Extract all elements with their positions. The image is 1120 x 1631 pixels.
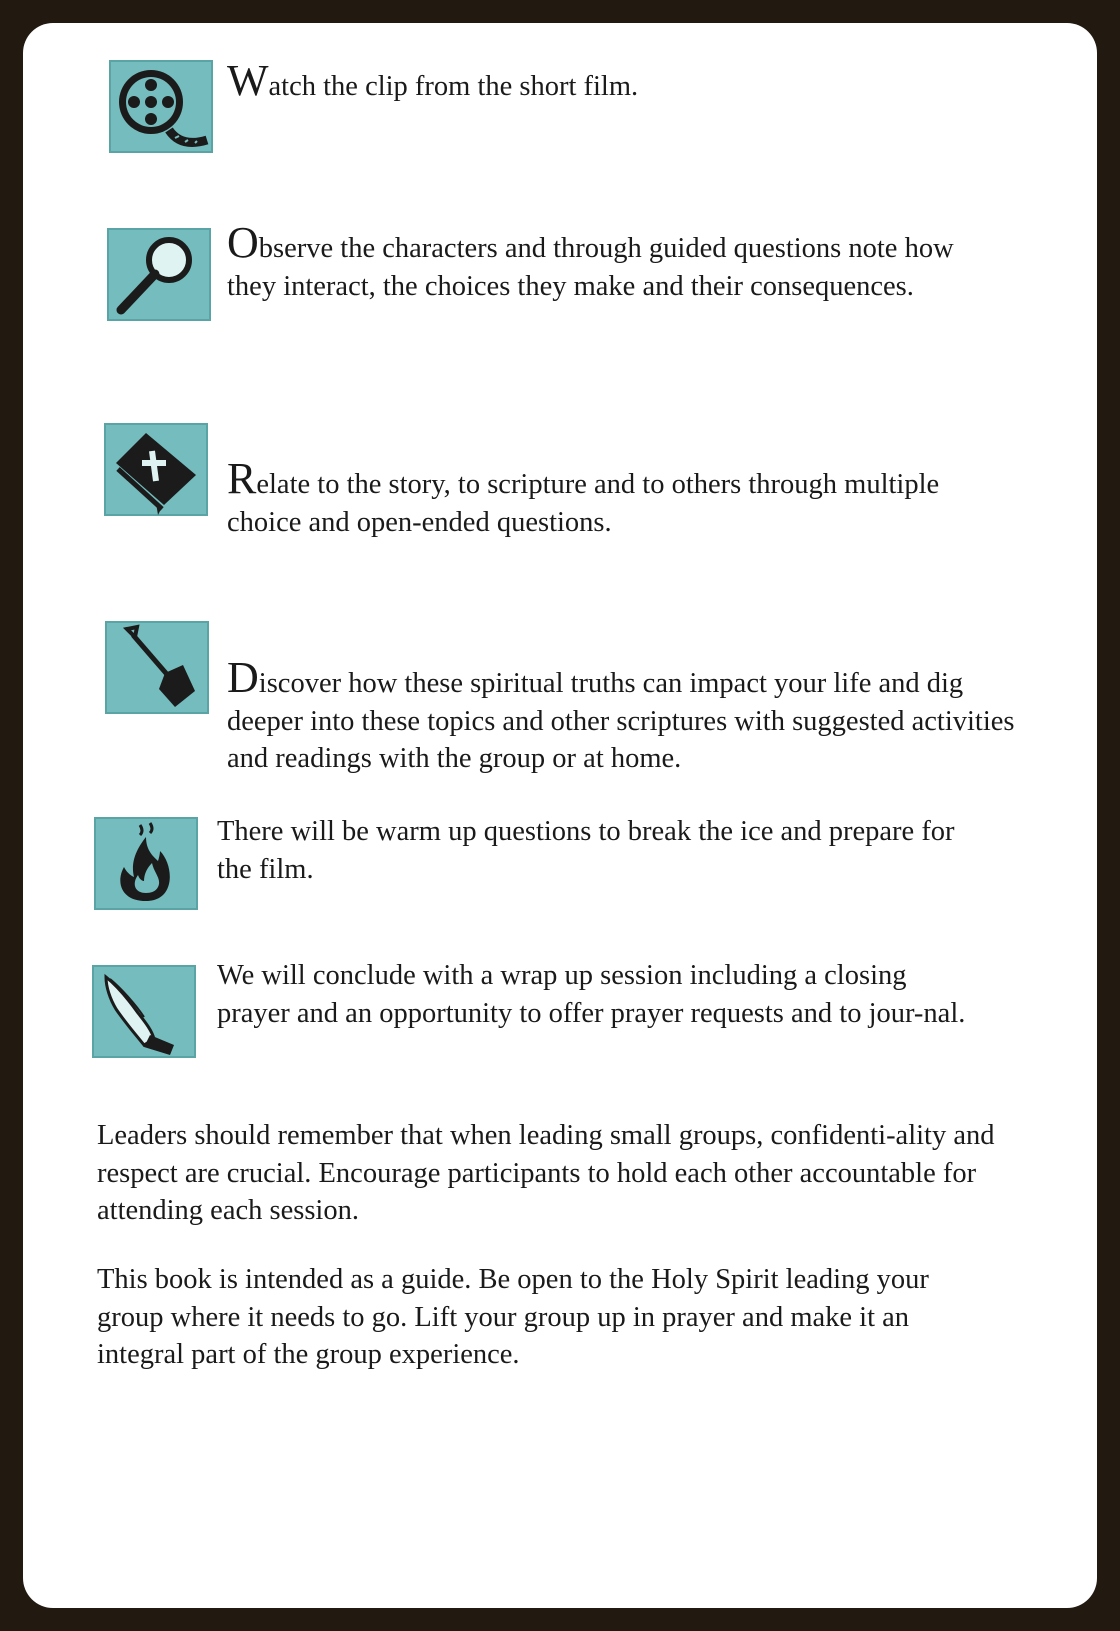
magnifying-glass-icon [107, 228, 211, 321]
page [23, 23, 1097, 1608]
step-watch [227, 56, 1007, 106]
drop-cap: W [227, 56, 269, 105]
bible-icon [104, 423, 208, 516]
drop-cap: R [227, 454, 257, 503]
wrap-up-text: We will conclude with a wrap up session including a closing prayer and an opportunity to offer prayer requests and to jour-nal. [217, 960, 966, 1029]
drop-cap: O [227, 218, 259, 267]
step-observe [227, 218, 987, 305]
film-reel-icon [109, 60, 213, 153]
praying-hands-icon [92, 965, 196, 1058]
guide-paragraph: This book is intended as a guide. Be open to the Holy Spirit leading your group where it needs to go. Lift your group up in prayer and make it an integral part of the group experience. [97, 1264, 929, 1370]
leaders-paragraph: Leaders should remember that when leading small groups, confidenti-ality and respect are crucial. Encourage participants to hold each other accountable for attending each session. [97, 1120, 995, 1226]
step-relate [227, 454, 987, 541]
step-discover [227, 653, 1017, 778]
step-text: elate to the story, to scripture and to others through multiple choice and open-ended questions. [227, 469, 940, 538]
drop-cap: D [227, 653, 259, 702]
shovel-icon [105, 621, 209, 714]
warm-up-text: There will be warm up questions to break the ice and prepare for the film. [217, 816, 955, 885]
fire-icon [94, 817, 198, 910]
step-text: bserve the characters and through guided questions note how they interact, the choices they make and their consequences. [227, 233, 954, 302]
step-text: atch the clip from the short film. [268, 71, 639, 102]
step-text: iscover how these spiritual truths can impact your life and dig deeper into these topics and other scriptures with suggested activities and readings with the group or at home. [227, 668, 1015, 774]
